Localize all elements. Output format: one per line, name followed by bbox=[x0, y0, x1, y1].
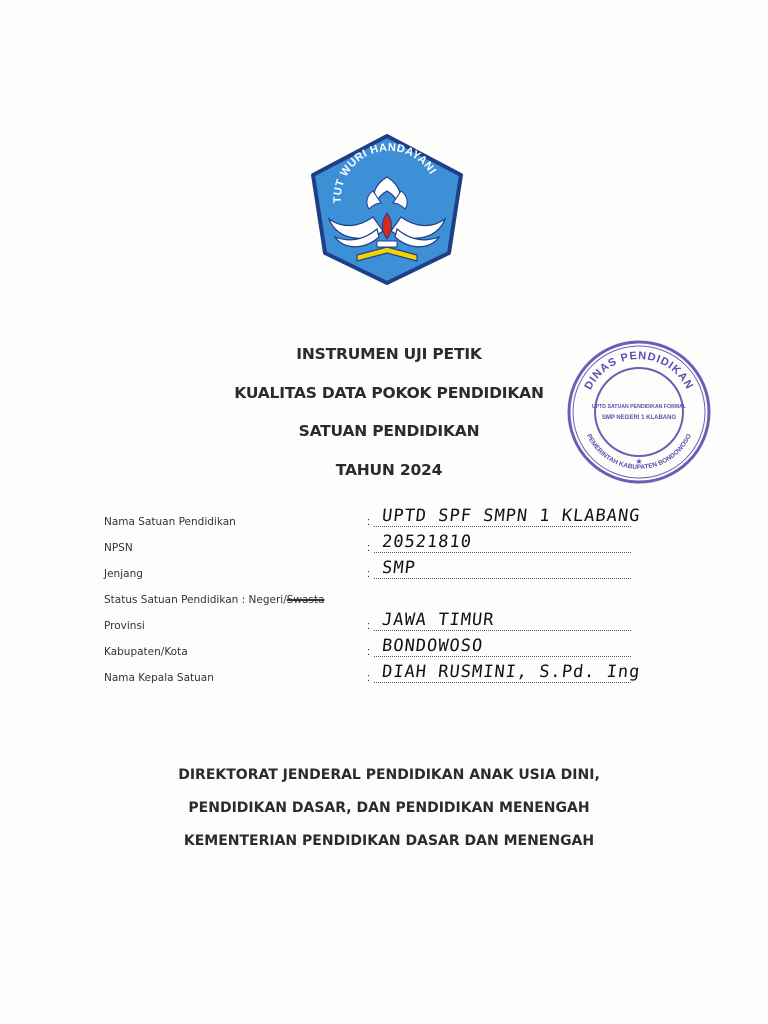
title-line-4: TAHUN 2024 bbox=[335, 460, 443, 479]
field-label: Nama Kepala Satuan bbox=[104, 672, 214, 684]
handwritten-value: SMP bbox=[380, 558, 417, 578]
logo-motto: TUT WURI HANDAYANI bbox=[331, 141, 439, 204]
stamp-outer-top-text: DINAS PENDIDIKAN bbox=[582, 349, 696, 392]
fill-line bbox=[374, 552, 631, 553]
field-colon: : bbox=[367, 672, 371, 684]
issuer-block bbox=[0, 762, 768, 861]
handwritten-value: BONDOWOSO bbox=[380, 636, 485, 656]
issuer-line-1: DIREKTORAT JENDERAL PENDIDIKAN ANAK USIA DINI, bbox=[178, 767, 600, 783]
issuer-line-2: PENDIDIKAN DASAR, DAN PENDIDIKAN MENENGAH bbox=[188, 800, 590, 816]
field-colon: : bbox=[367, 542, 371, 554]
handwritten-value: 20521810 bbox=[380, 532, 473, 552]
status-label-prefix: Status Satuan Pendidikan : Negeri/ bbox=[104, 594, 287, 606]
handwritten-value: DIAH RUSMINI, S.Pd. Ing bbox=[380, 662, 642, 682]
fill-line bbox=[374, 656, 631, 657]
form-row-jenjang bbox=[104, 558, 644, 590]
status-struck-option: Swasta bbox=[286, 594, 325, 606]
fill-line bbox=[374, 578, 631, 579]
stamp-inner-line-1: UPTD SATUAN PENDIDIKAN FORMAL bbox=[591, 404, 687, 410]
field-label: NPSN bbox=[104, 542, 133, 554]
form-row-provinsi bbox=[104, 610, 644, 642]
handwritten-value: JAWA TIMUR bbox=[380, 610, 496, 630]
issuer-line-3: KEMENTERIAN PENDIDIKAN DASAR DAN MENENGAH bbox=[183, 833, 595, 849]
stamp-outer-bottom-text: PEMERINTAH KABUPATEN BONDOWOSO bbox=[585, 432, 693, 472]
star-icon: ★ bbox=[635, 457, 643, 466]
form-row-nama-satuan bbox=[104, 506, 644, 538]
field-label bbox=[104, 594, 324, 606]
field-colon: : bbox=[367, 646, 371, 658]
field-label: Kabupaten/Kota bbox=[104, 646, 188, 658]
document-title bbox=[0, 340, 768, 494]
identity-form bbox=[104, 506, 644, 694]
form-row-npsn bbox=[104, 532, 644, 564]
field-label: Nama Satuan Pendidikan bbox=[104, 516, 236, 528]
field-label: Provinsi bbox=[104, 620, 145, 632]
field-colon: : bbox=[367, 516, 371, 528]
title-line-3: SATUAN PENDIDIKAN bbox=[298, 422, 480, 440]
form-row-kepala bbox=[104, 662, 644, 694]
field-colon: : bbox=[367, 620, 371, 632]
fill-line bbox=[374, 526, 631, 527]
fill-line bbox=[374, 630, 631, 631]
title-line-2: KUALITAS DATA POKOK PENDIDIKAN bbox=[234, 383, 544, 402]
tut-wuri-handayani-logo bbox=[307, 133, 467, 288]
title-line-1: INSTRUMEN UJI PETIK bbox=[296, 345, 482, 363]
fill-line bbox=[374, 682, 631, 683]
field-label: Jenjang bbox=[104, 568, 143, 580]
form-row-status bbox=[104, 590, 644, 616]
stamp-inner-line-2: SMP NEGERI 1 KLABANG bbox=[601, 415, 677, 421]
handwritten-value: UPTD SPF SMPN 1 KLABANG bbox=[380, 506, 642, 526]
field-colon: : bbox=[367, 568, 371, 580]
